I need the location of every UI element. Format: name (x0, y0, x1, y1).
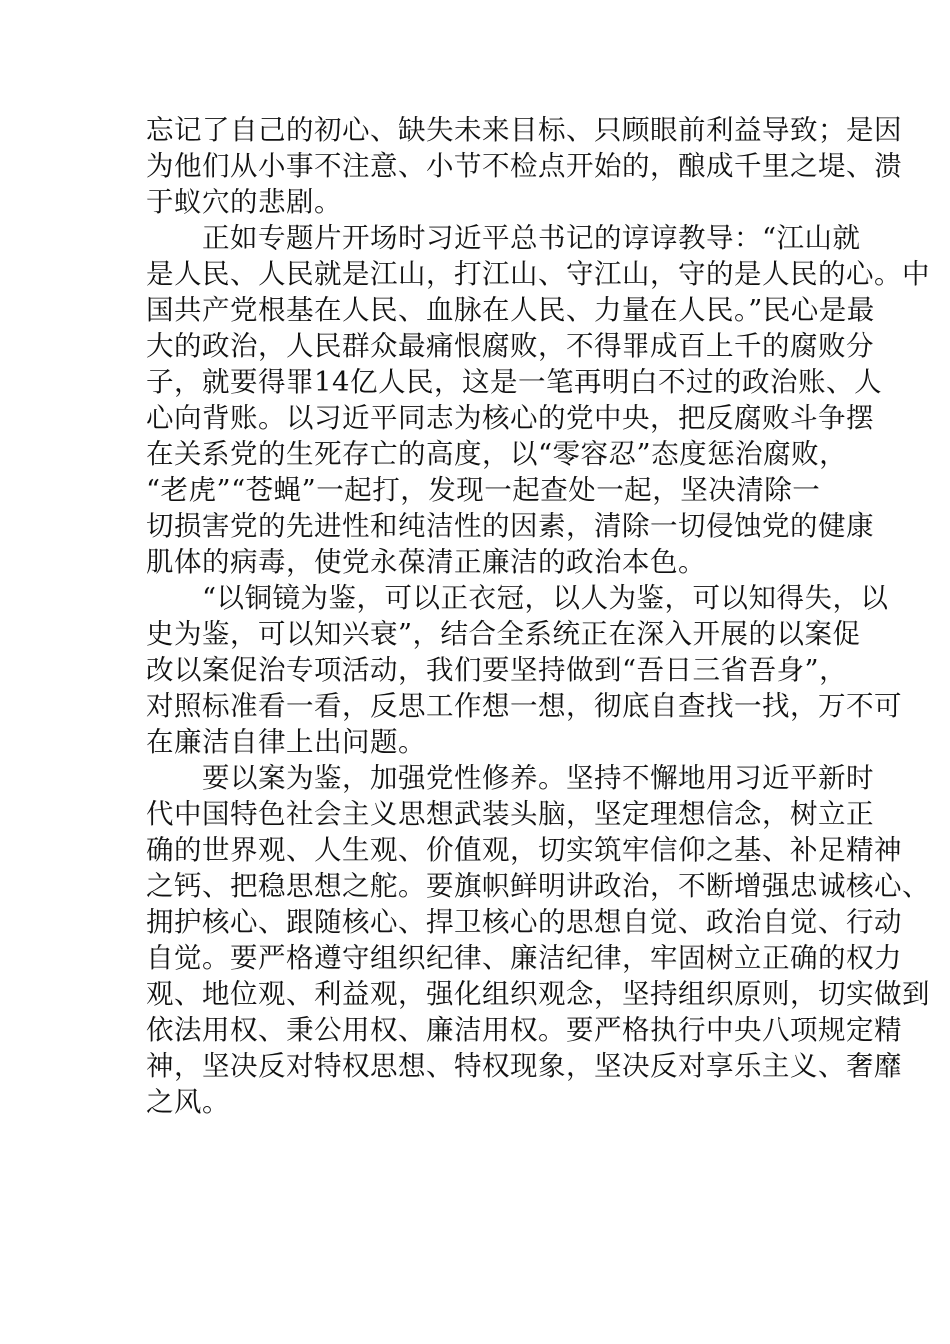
text-line: 心向背账。以习近平同志为核心的党中央，把反腐败斗争摆 (146, 402, 874, 434)
text-line: 正如专题片开场时习近平总书记的谆谆教导：“江山就 (146, 222, 861, 254)
text-line: 大的政治，人民群众最痛恨腐败，不得罪成百上千的腐败分 (146, 330, 874, 362)
text-line: 对照标准看一看，反思工作想一想，彻底自查找一找，万不可 (146, 690, 902, 722)
text-line: 要以案为鉴，加强党性修养。坚持不懈地用习近平新时 (146, 762, 874, 794)
text-line: 切损害党的先进性和纯洁性的因素，清除一切侵蚀党的健康 (146, 510, 874, 542)
paragraph-4 (146, 760, 930, 1120)
text-line: 在关系党的生死存亡的高度，以“零容忍”态度惩治腐败， (146, 438, 848, 470)
text-line: 国共产党根基在人民、血脉在人民、力量在人民。”民心是最 (146, 294, 875, 326)
text-line: 确的世界观、人生观、价值观，切实筑牢信仰之基、补足精神 (146, 834, 902, 866)
text-line: 之钙、把稳思想之舵。要旗帜鲜明讲政治，不断增强忠诚核心、 (146, 870, 930, 902)
text-line: 是人民、人民就是江山，打江山、守江山，守的是人民的心。中 (146, 258, 930, 290)
text-line: 自觉。要严格遵守组织纪律、廉洁纪律，牢固树立正确的权力 (146, 942, 902, 974)
text-line: 拥护核心、跟随核心、捍卫核心的思想自觉、政治自觉、行动 (146, 906, 902, 938)
paragraph-1 (146, 112, 902, 220)
text-line: 依法用权、秉公用权、廉洁用权。要严格执行中央八项规定精 (146, 1014, 902, 1046)
text-line: 为他们从小事不注意、小节不检点开始的，酿成千里之堤、溃 (146, 150, 902, 182)
text-line: “以铜镜为鉴，可以正衣冠，以人为鉴，可以知得失，以 (146, 582, 889, 614)
text-line: 观、地位观、利益观，强化组织观念，坚持组织原则，切实做到 (146, 978, 930, 1010)
text-line: 肌体的病毒，使党永葆清正廉洁的政治本色。 (146, 546, 706, 578)
text-line: 神，坚决反对特权思想、特权现象，坚决反对享乐主义、奢靡 (146, 1050, 902, 1082)
text-line: “老虎”“苍蝇”一起打，发现一起查处一起，坚决清除一 (146, 474, 821, 506)
paragraph-3 (146, 580, 902, 760)
text-line: 在廉洁自律上出问题。 (146, 726, 426, 758)
text-line: 之风。 (146, 1086, 230, 1118)
document-body (146, 112, 930, 1120)
text-line: 史为鉴，可以知兴衰”，结合全系统正在深入开展的以案促 (146, 618, 861, 650)
text-line: 子，就要得罪14亿人民，这是一笔再明白不过的政治账、人 (146, 366, 882, 398)
text-line: 改以案促治专项活动，我们要坚持做到“吾日三省吾身”， (146, 654, 848, 686)
text-line: 代中国特色社会主义思想武装头脑，坚定理想信念，树立正 (146, 798, 874, 830)
text-line: 忘记了自己的初心、缺失未来目标、只顾眼前利益导致；是因 (146, 114, 902, 146)
paragraph-2 (146, 220, 930, 580)
text-line: 于蚁穴的悲剧。 (146, 186, 342, 218)
